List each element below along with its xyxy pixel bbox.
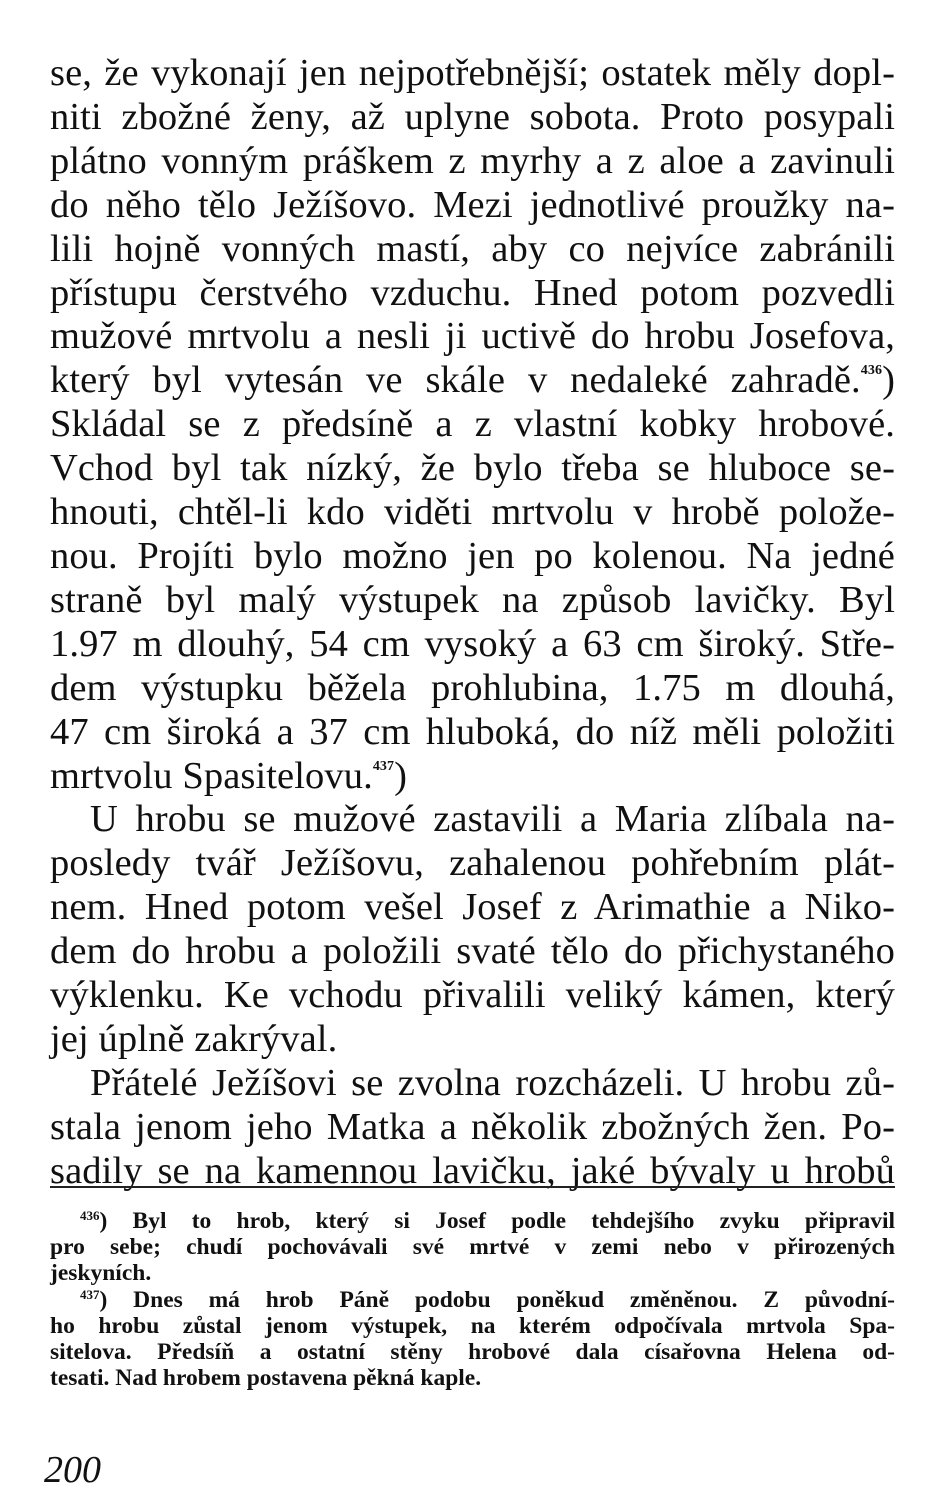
- text-line: Vchod byl tak nízký, že bylo třeba se hluboce se-: [50, 447, 895, 490]
- body-text: [50, 52, 895, 1194]
- paragraph-1: [50, 52, 895, 798]
- page-number: 200: [44, 1449, 101, 1491]
- footnote-436: [50, 1208, 895, 1287]
- text-line: nou. Projíti bylo možno jen po kolenou. Na jedné: [50, 534, 895, 577]
- paragraph-3: [50, 1062, 895, 1194]
- footnote-line: tesati. Nad hrobem postavena pěkná kaple.: [50, 1365, 482, 1392]
- text-line: 47 cm široká a 37 cm hluboká, do níž měli položiti: [50, 710, 895, 753]
- text-line: nem. Hned potom vešel Josef z Arimathie a Niko-: [50, 886, 895, 929]
- footnote-ref-437: 437: [372, 758, 395, 774]
- footnote-line: pro sebe; chudí pochovávali své mrtvé v zemi nebo v přirozených: [50, 1234, 895, 1261]
- text-line-with-ref: [50, 359, 895, 403]
- ref-close: ): [394, 754, 408, 797]
- text-line: dem výstupku běžela prohlubina, 1.75 m dlouhá,: [50, 666, 895, 709]
- text-line: Skládal se z předsíně a z vlastní kobky hrobové.: [50, 403, 895, 446]
- footnote-line: ho hrobu zůstal jenom výstupek, na kterém odpočívala mrtvola Spa-: [50, 1312, 895, 1339]
- footnote-mark: 436: [80, 1208, 100, 1223]
- ref-close: ): [882, 359, 895, 402]
- footnote-line: jeskyních.: [50, 1260, 152, 1287]
- paragraph-2: [50, 798, 895, 1061]
- footnote-line: sitelova. Předsíň a ostatní stěny hrobové dala císařovna Helena od-: [50, 1339, 895, 1366]
- text-line: mužové mrtvolu a nesli ji uctivě do hrobu Josefova,: [50, 315, 895, 358]
- text-line: posledy tvář Ježíšovu, zahalenou pohřebním plát-: [50, 842, 895, 885]
- text-line: se, že vykonají jen nejpotřebnější; ostatek měly dopl-: [50, 52, 895, 94]
- text-line: výklenku. Ke vchodu přivalili veliký kámen, který: [50, 974, 895, 1017]
- footnote-text: ) Byl to hrob, který si Josef podle tehdejšího zvyku připravil: [99, 1208, 895, 1234]
- footnote-divider: [50, 1186, 895, 1188]
- footnote-line: [50, 1287, 895, 1313]
- footnote-text: ) Dnes má hrob Páně podobu poněkud změněnou. Z původní-: [99, 1286, 895, 1313]
- text-line: stala jenom jeho Matka a několik zbožných žen. Po-: [50, 1105, 895, 1148]
- text-line: straně byl malý výstupek na způsob lavičky. Byl: [50, 578, 895, 621]
- footnote-ref-436: 436: [860, 363, 883, 379]
- text-line: plátno vonným práškem z myrhy a z aloe a zavinuli: [50, 139, 895, 182]
- footnote-mark: 437: [80, 1286, 100, 1302]
- text-line: hnouti, chtěl-li kdo viděti mrtvolu v hrobě polože-: [50, 491, 895, 534]
- text-line: niti zbožné ženy, až uplyne sobota. Proto posypali: [50, 95, 895, 138]
- text-line: 1.97 m dlouhý, 54 cm vysoký a 63 cm široký. Stře-: [50, 622, 895, 665]
- footnotes: [50, 1208, 895, 1391]
- text-line: sadily se na kamennou lavičku, jaké bývaly u hrobů: [50, 1149, 895, 1192]
- text-line-with-ref: [50, 755, 895, 799]
- text-segment: mrtvolu Spasitelovu.: [50, 754, 373, 797]
- footnote-437: [50, 1287, 895, 1392]
- footnote-line: [50, 1208, 895, 1234]
- text-line: Přátelé Ježíšovi se zvolna rozcházeli. U hrobu zů-: [90, 1061, 895, 1104]
- text-line: přístupu čerstvého vzduchu. Hned potom pozvedli: [50, 271, 895, 314]
- text-line: lili hojně vonných mastí, aby co nejvíce zabránili: [50, 227, 895, 270]
- text-segment: který byl vytesán ve skále v nedaleké zahradě.: [50, 359, 861, 402]
- text-line: jej úplně zakrýval.: [50, 1017, 338, 1060]
- text-line: dem do hrobu a položili svaté tělo do přichystaného: [50, 930, 895, 973]
- text-line: U hrobu se mužové zastavili a Maria zlíbala na-: [90, 798, 895, 841]
- text-line: do něho tělo Ježíšovo. Mezi jednotlivé proužky na-: [50, 183, 895, 226]
